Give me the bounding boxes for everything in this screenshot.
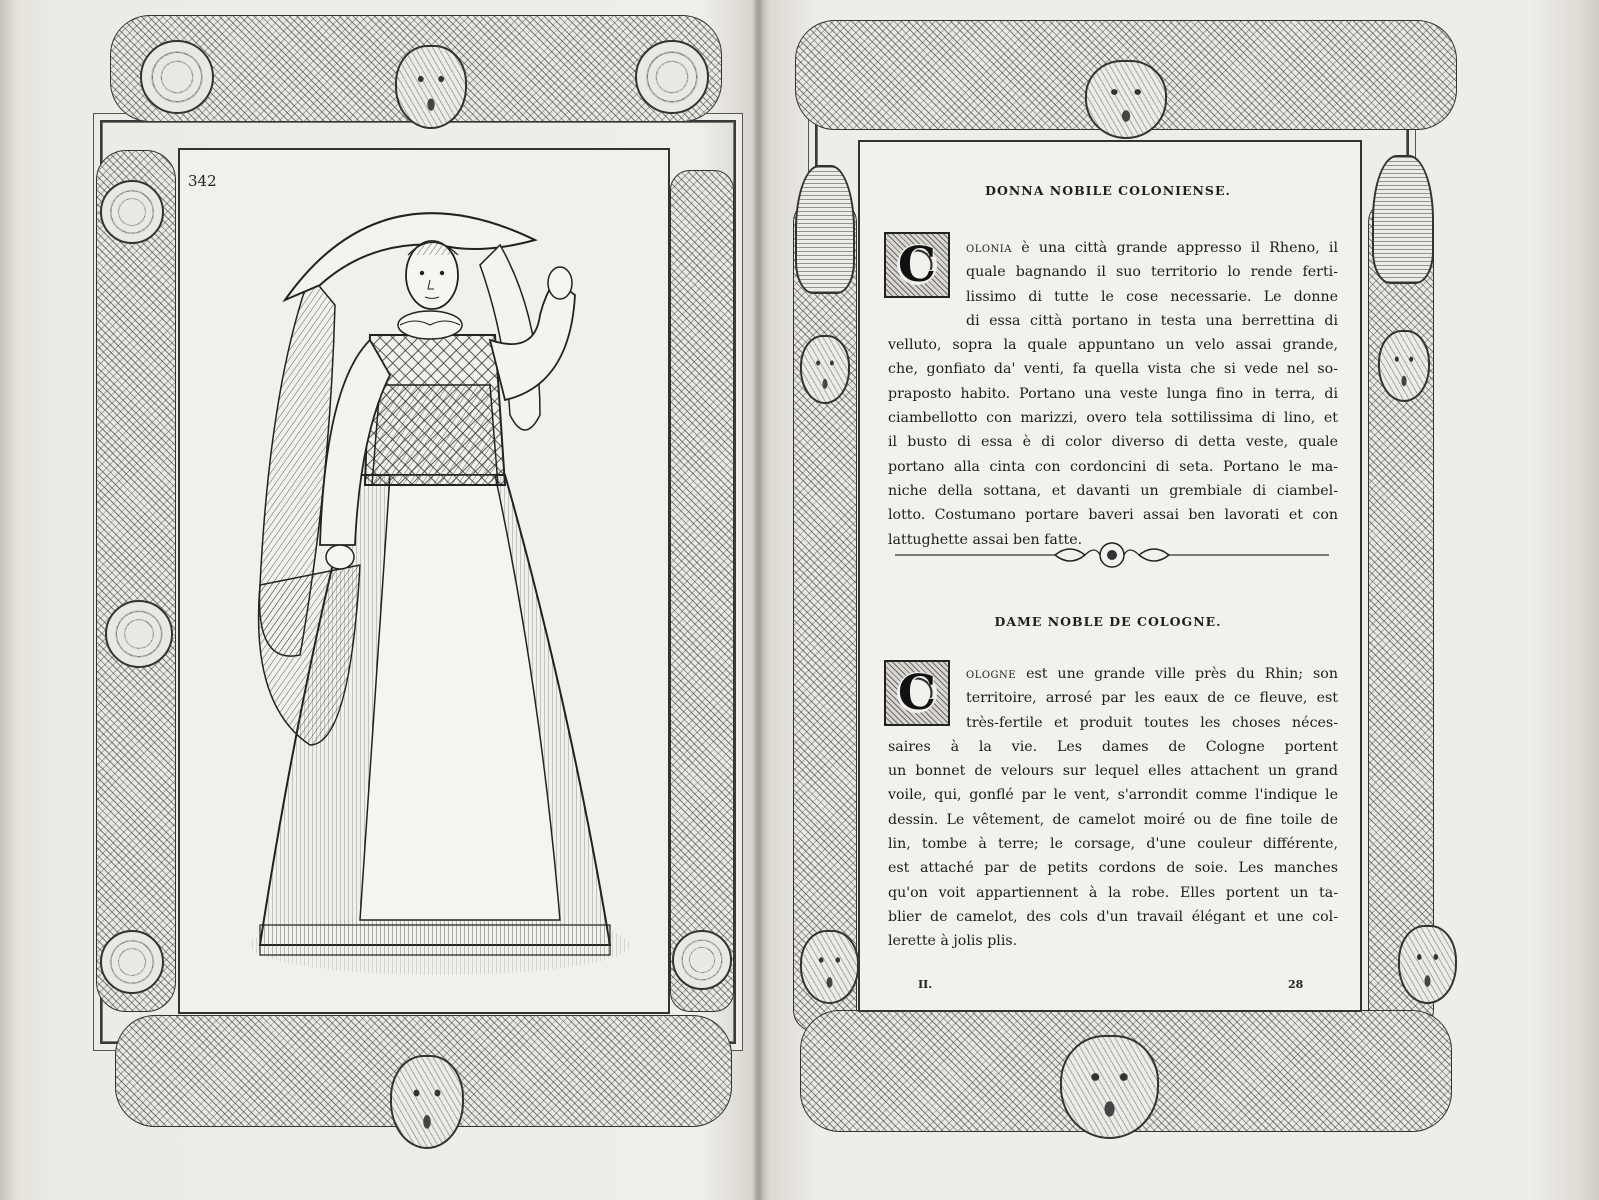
left-column-urn: [795, 165, 855, 294]
italian-line-6: che, gonfiato da' venti, fa quella vista che si vede nel so-: [888, 361, 1338, 378]
italian-line-1: olonia è una città grande appresso il Rheno, il: [966, 240, 1338, 256]
left-page-right-column: [670, 170, 734, 1012]
italian-dropcap-letter: C: [897, 237, 937, 293]
french-line-2: territoire, arrosé par les eaux de ce fleuve, est: [966, 690, 1338, 707]
italian-line-4: di essa città portano in testa una berrettina di: [966, 312, 1338, 329]
left-column-scroll: [672, 930, 732, 990]
section-divider-ornament: [895, 540, 1329, 570]
volume-number: II.: [918, 978, 933, 991]
french-line-1: ologne est une grande ville près du Rhin; son: [966, 666, 1338, 682]
book-gutter: [752, 0, 764, 1200]
french-line-8: lin, tombe à terre; le corsage, d'une couleur différente,: [888, 836, 1338, 853]
right-bottom-satyr-mask: [1060, 1035, 1159, 1139]
right-page-left-column: [793, 200, 857, 1032]
left-column-bust: [800, 335, 850, 404]
left-top-scroll-right: [635, 40, 709, 114]
french-line-12: lerette à jolis plis.: [888, 933, 1018, 950]
italian-first-word: olonia: [966, 240, 1012, 256]
left-side-scroll-3: [100, 930, 164, 994]
page-number: 342: [188, 172, 217, 190]
right-column-bust: [1378, 330, 1430, 402]
french-line-7: dessin. Le vêtement, de camelot moiré ou de fine toile de: [888, 811, 1338, 828]
french-line-4: saires à la vie. Les dames de Cologne portent: [888, 738, 1338, 755]
italian-line-5: velluto, sopra la quale appuntano un velo assai grande,: [888, 337, 1338, 354]
french-line-11: blier de camelot, des cols d'un travail élégant et une col-: [888, 908, 1338, 925]
french-line-9: est attaché par de petits cordons de soie. Les manches: [888, 860, 1338, 877]
left-top-mask: [395, 45, 467, 129]
french-line-3: très-fertile et produit toutes les choses néces-: [966, 714, 1338, 731]
right-page-right-column: [1368, 200, 1434, 1032]
italian-line-7: praposto habito. Portano una veste lunga fino in terra, di: [888, 385, 1338, 402]
french-paragraph: [888, 662, 1338, 954]
right-column-urn: [1372, 155, 1434, 284]
italian-line-12: lotto. Costumano portare baveri assai ben lavorati et con: [888, 507, 1338, 524]
right-top-satyr-mask: [1085, 60, 1167, 139]
left-side-scroll-2: [105, 600, 173, 668]
left-side-ornament: [96, 150, 176, 1012]
right-bottom-corner-mask-right: [1398, 925, 1457, 1004]
italian-line-11: niche della sottana, et davanti un grembiale di ciambel-: [888, 482, 1338, 499]
italian-line-10: portano alla cinta con cordoncini di seta. Portano le ma-: [888, 458, 1338, 475]
italian-line-9: il busto di essa è di color diverso di detta veste, quale: [888, 434, 1338, 451]
italian-line-2: quale bagnando il suo territorio lo rende ferti-: [966, 264, 1338, 281]
french-line-5: un bonnet de velours sur lequel elles attachent un grand: [888, 763, 1338, 780]
french-line-6: voile, qui, gonflé par le vent, s'arrondit comme l'indique le: [888, 787, 1338, 804]
italian-line-13: lattughette assai ben fatte.: [888, 531, 1083, 548]
left-side-scroll-1: [100, 180, 164, 244]
left-top-scroll-left: [140, 40, 214, 114]
italian-line-3: lissimo di tutte le cose necessarie. Le donne: [966, 288, 1338, 305]
italian-title: DONNA NOBILE COLONIENSE.: [985, 183, 1231, 198]
right-bottom-corner-mask-left: [800, 930, 859, 1004]
signature-mark: 28: [1288, 978, 1304, 991]
french-dropcap-letter: C: [897, 665, 937, 721]
french-title: DAME NOBLE DE COLOGNE.: [994, 614, 1222, 629]
noblewoman-illustration: [240, 185, 630, 980]
french-first-word: ologne: [966, 666, 1017, 682]
french-line-10: qu'on voit appartiennent à la robe. Elles portent un ta-: [888, 884, 1338, 901]
italian-paragraph: [888, 236, 1338, 552]
italian-line-8: ciambellotto con marizzi, overo tela sottilissima di lino, et: [888, 410, 1338, 427]
left-bottom-mask: [390, 1055, 464, 1149]
